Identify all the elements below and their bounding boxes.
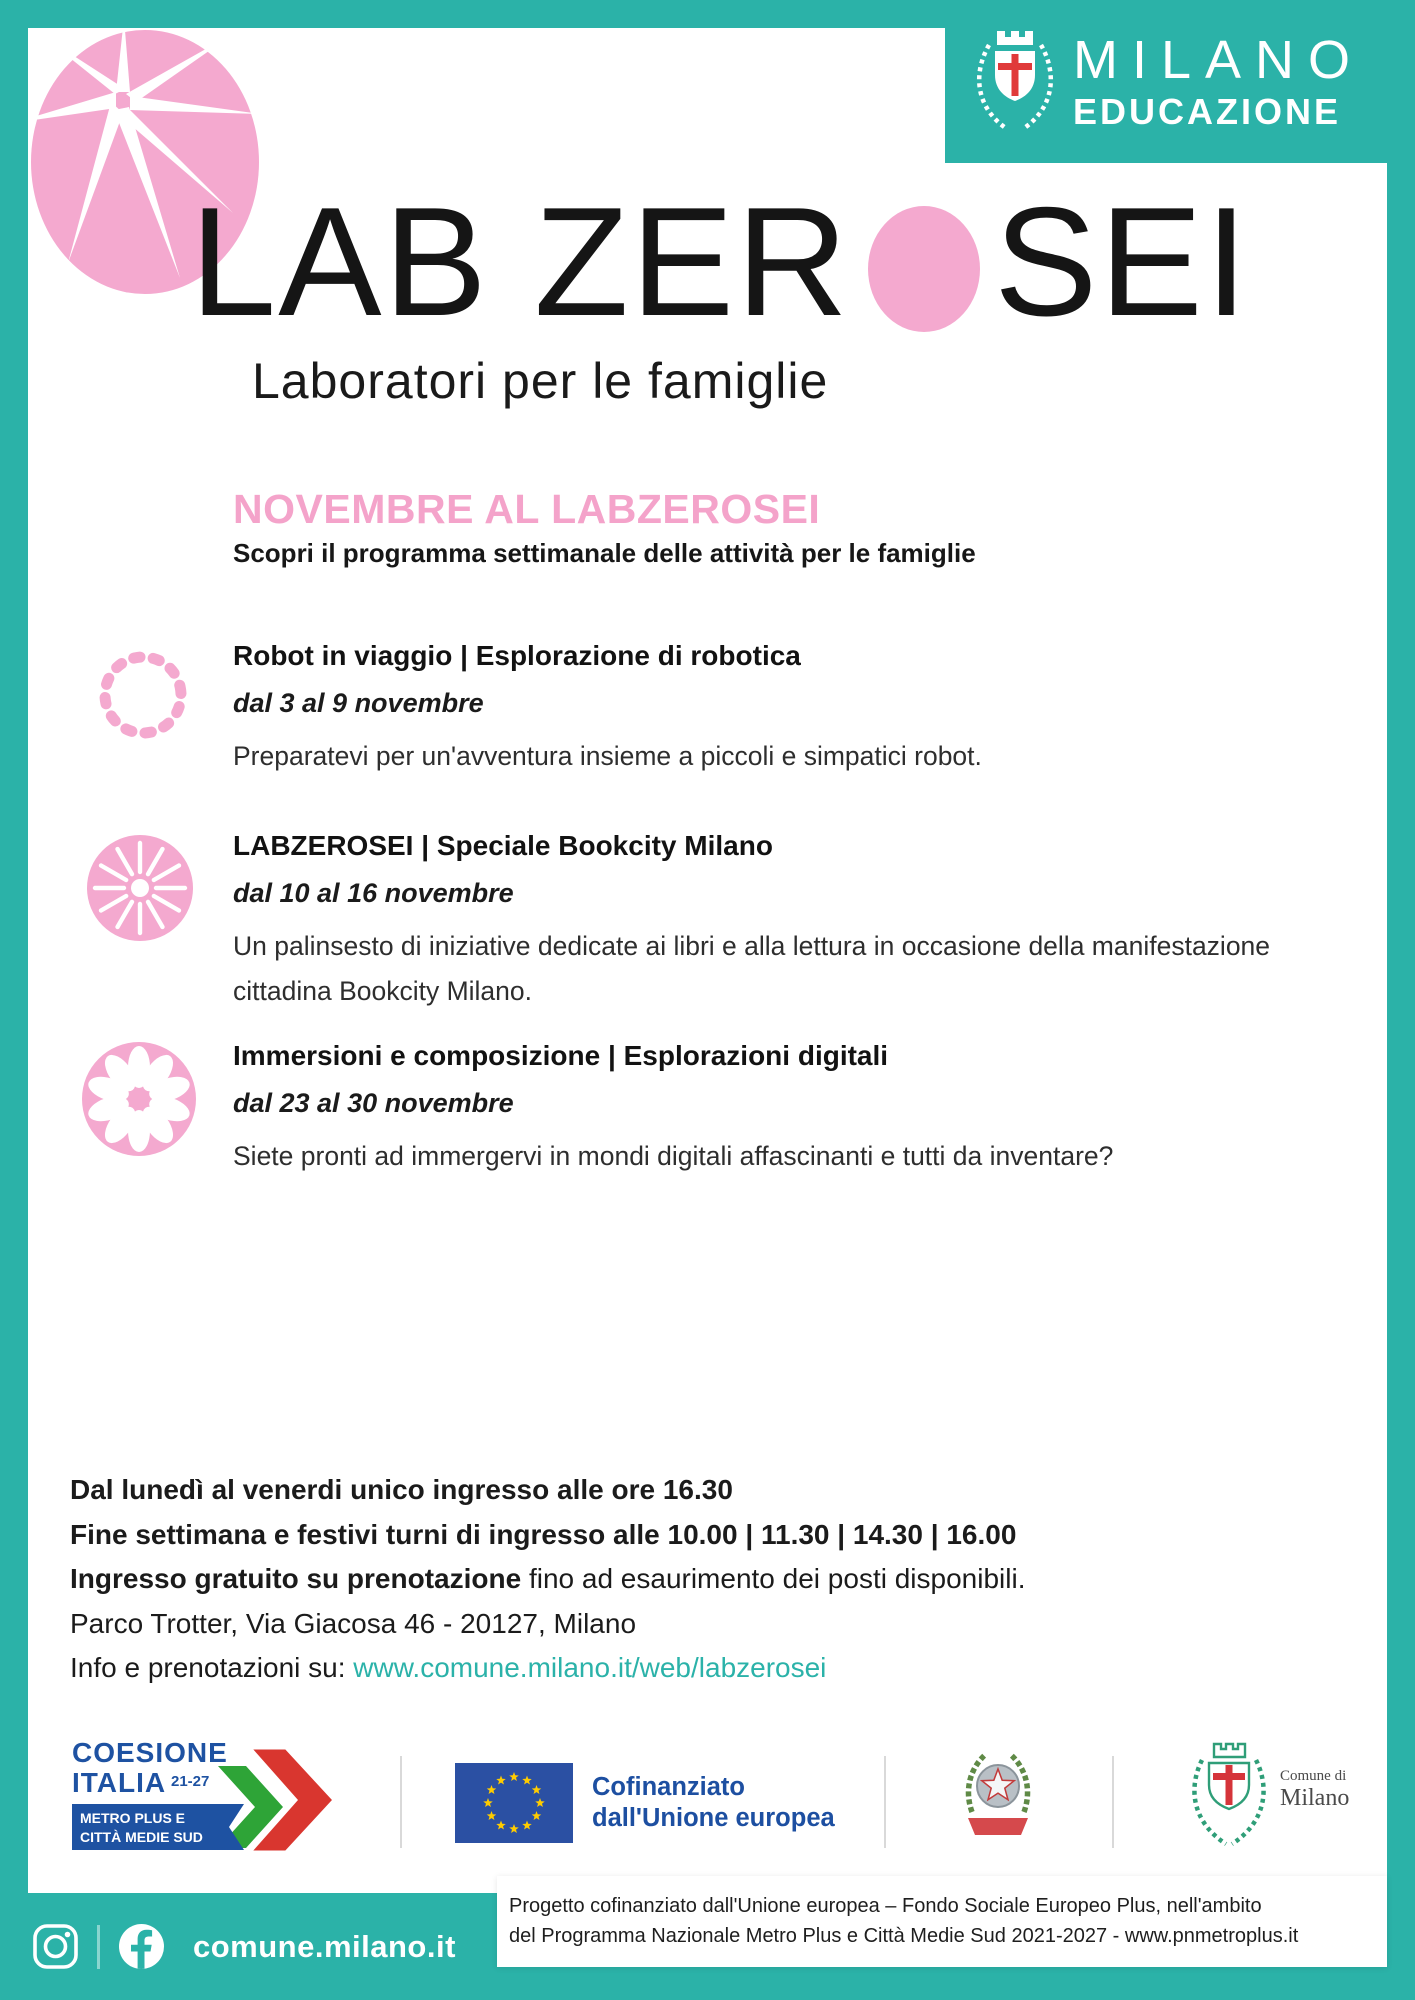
- header-educazione-label: EDUCAZIONE: [1073, 91, 1342, 132]
- event-title: LABZEROSEI | Speciale Bookcity Milano: [233, 830, 773, 861]
- event-dates: dal 10 al 16 novembre: [233, 878, 514, 908]
- visiting-info: [70, 1468, 1025, 1691]
- eu-cofunded-label: [592, 1772, 835, 1834]
- event-title: Robot in viaggio | Esplorazione di robotica: [233, 640, 801, 671]
- cofunding-note-line2: del Programma Nazionale Metro Plus e Città Medie Sud 2021-2027 - www.pnmetroplus.it: [509, 1925, 1299, 1947]
- info-weekday-hours: Dal lunedì al venerdi unico ingresso alle ore 16.30: [70, 1474, 733, 1505]
- program-heading: NOVEMBRE AL LABZEROSEI: [233, 486, 821, 532]
- event-item: [233, 830, 1333, 1014]
- info-free-entry: [70, 1557, 1025, 1602]
- frame-border-left: [0, 0, 28, 2000]
- eu-label-line2: dall'Unione europea: [592, 1804, 835, 1832]
- svg-text:21-27: 21-27: [171, 1773, 210, 1790]
- header-milano-label: MILANO: [1073, 30, 1365, 90]
- event-description: Siete pronti ad immergervi in mondi digitali affascinanti e tutti da inventare?: [233, 1141, 1114, 1171]
- info-free-entry-rest: fino ad esaurimento dei posti disponibili.: [521, 1563, 1026, 1594]
- logo-subtitle: Laboratori per le famiglie: [252, 353, 829, 409]
- event-item: [233, 640, 1333, 779]
- footer-social-bar: [0, 1893, 497, 2000]
- svg-text:METRO PLUS E: METRO PLUS E: [80, 1810, 186, 1826]
- info-booking-label: Info e prenotazioni su:: [70, 1652, 354, 1683]
- frame-border-right: [1387, 0, 1415, 2000]
- cofunding-note: [497, 1876, 1387, 1967]
- event-description: Un palinsesto di iniziative dedicate ai libri e alla lettura in occasione della manifestazione cittadina Bookcity Milano.: [233, 931, 1271, 1006]
- site-link[interactable]: comune.milano.it: [193, 1928, 456, 1964]
- milano-crest-icon: [973, 29, 1057, 135]
- info-free-entry-bold: Ingresso gratuito su prenotazione: [70, 1563, 522, 1594]
- facebook-icon[interactable]: [118, 1923, 165, 1970]
- eu-flag-icon: [455, 1763, 573, 1843]
- coesione-italia-logo: [72, 1736, 334, 1858]
- partner-separator: [1112, 1756, 1114, 1848]
- event-item: [233, 1040, 1333, 1179]
- cofunding-note-line1: Progetto cofinanziato dall'Unione europea – Fondo Sociale Europeo Plus, nell'ambito: [509, 1895, 1262, 1917]
- info-weekend-hours: Fine settimana e festivi turni di ingresso alle 10.00 | 11.30 | 14.30 | 16.00: [70, 1518, 1017, 1550]
- milano-educazione-logo: [945, 0, 1415, 163]
- comune-milano-crest-icon: [1188, 1740, 1270, 1852]
- info-booking: [70, 1646, 1025, 1691]
- spiral-ring-icon: [93, 645, 193, 745]
- partner-separator: [884, 1756, 886, 1848]
- comune-label-line1: Comune di: [1280, 1768, 1347, 1784]
- footer-icon-separator: [97, 1925, 100, 1969]
- instagram-icon[interactable]: [32, 1923, 79, 1970]
- italian-republic-emblem: [962, 1742, 1034, 1850]
- program-subheading: Scopri il programma settimanale delle attività per le famiglie: [233, 538, 976, 568]
- comune-label-line2: Milano: [1280, 1785, 1350, 1812]
- eu-label-line1: Cofinanziato: [592, 1773, 745, 1801]
- event-description: Preparatevi per un'avventura insieme a piccoli e simpatici robot.: [233, 741, 982, 771]
- sunburst-icon: [85, 833, 195, 943]
- event-title: Immersioni e composizione | Esplorazioni digitali: [233, 1040, 889, 1071]
- comune-milano-label: [1280, 1768, 1349, 1813]
- logo-text-left: LAB ZER: [190, 175, 851, 348]
- partner-separator: [400, 1756, 402, 1848]
- svg-text:COESIONE: COESIONE: [72, 1737, 228, 1768]
- event-dates: dal 3 al 9 novembre: [233, 688, 484, 718]
- logo-o-dot-icon: [868, 206, 980, 332]
- flower-wheel-icon: [80, 1040, 198, 1158]
- svg-text:CITTÀ MEDIE SUD: CITTÀ MEDIE SUD: [80, 1829, 203, 1845]
- event-dates: dal 23 al 30 novembre: [233, 1088, 514, 1118]
- info-address: Parco Trotter, Via Giacosa 46 - 20127, Milano: [70, 1607, 637, 1639]
- booking-link[interactable]: www.comune.milano.it/web/labzerosei: [353, 1652, 827, 1683]
- labzerosei-logo-title: [190, 175, 1250, 348]
- svg-text:ITALIA: ITALIA: [72, 1767, 167, 1798]
- logo-text-right: SEI: [994, 175, 1250, 348]
